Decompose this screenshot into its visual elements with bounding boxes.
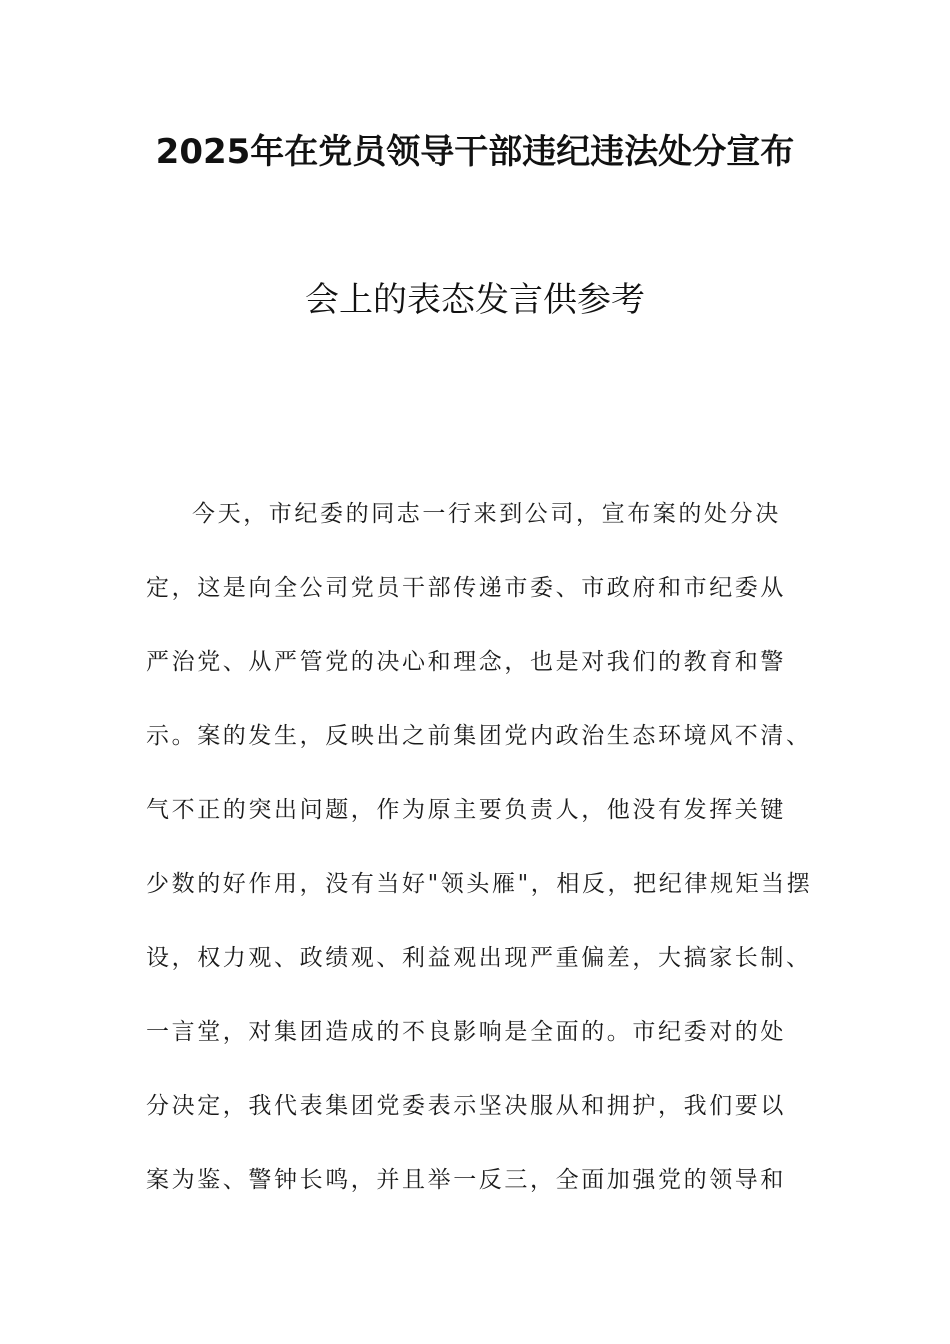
body-line: 设，权力观、政绩观、利益观出现严重偏差，大搞家长制、 <box>146 945 812 971</box>
body-line: 严治党、从严管党的决心和理念，也是对我们的教育和警 <box>146 649 786 675</box>
body-line: 少数的好作用，没有当好"领头雁"，相反，把纪律规矩当摆 <box>146 871 813 897</box>
body-line: 今天，市纪委的同志一行来到公司，宣布案的处分决 <box>192 501 781 527</box>
document-title-line-2: 会上的表态发言供参考 <box>305 280 645 320</box>
body-line: 示。案的发生，反映出之前集团党内政治生态环境风不清、 <box>146 723 812 749</box>
body-line: 案为鉴、警钟长鸣，并且举一反三，全面加强党的领导和 <box>146 1167 786 1193</box>
body-line: 定，这是向全公司党员干部传递市委、市政府和市纪委从 <box>146 575 786 601</box>
body-line: 一言堂，对集团造成的不良影响是全面的。市纪委对的处 <box>146 1019 786 1045</box>
document-body <box>146 477 813 1217</box>
document-title-line-1: 2025年在党员领导干部违纪违法处分宣布 <box>155 132 795 172</box>
body-line: 分决定，我代表集团党委表示坚决服从和拥护，我们要以 <box>146 1093 786 1119</box>
body-line: 气不正的突出问题，作为原主要负责人，他没有发挥关键 <box>146 797 786 823</box>
